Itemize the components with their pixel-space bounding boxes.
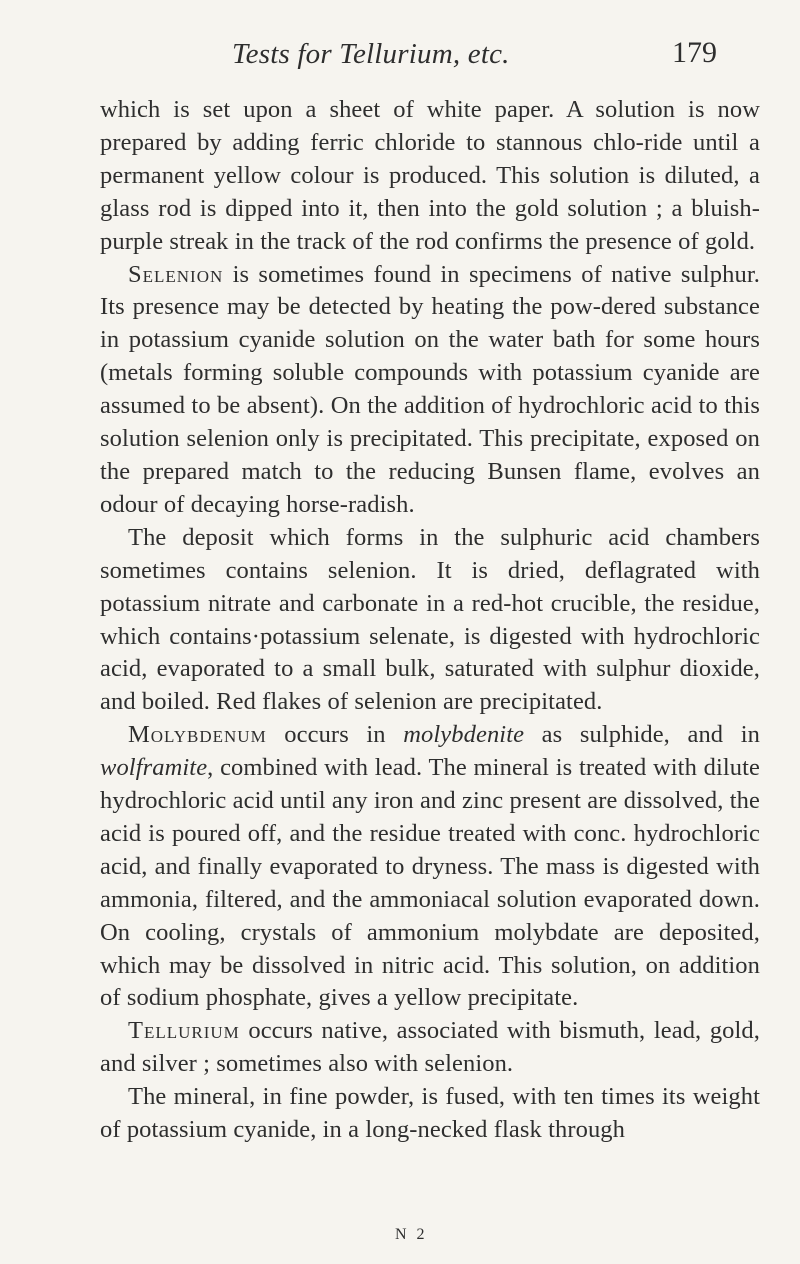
paragraph-text: as sulphide, and in xyxy=(524,721,760,749)
paragraph-text: which is set upon a sheet of white paper. A solution is now prepared by adding ferric chloride to stannous chlo-ride until a permanent yellow colour is produced. This solution is diluted, a glass rod is dipped into it, then into the gold solution ; a bluish-purple streak in the track of the rod confirms the presence of gold. xyxy=(100,96,760,255)
running-head: Tests for Tellurium, etc. xyxy=(232,38,510,70)
paragraph-tellurium xyxy=(100,1015,760,1081)
mineral-name-molybdenite: molybdenite xyxy=(403,721,525,749)
signature-mark: N 2 xyxy=(395,1226,428,1243)
paragraph-text: occurs native, associated with bismuth, lead, gold, and silver ; sometimes also with selenion. xyxy=(100,1017,760,1078)
paragraph-text: The mineral, in fine powder, is fused, with ten times its weight of potassium cyanide, in a long-necked flask through xyxy=(100,1083,760,1144)
body-text xyxy=(100,94,760,1147)
section-lead-molybdenum: Molybdenum xyxy=(128,721,267,749)
paragraph-text: occurs in xyxy=(266,721,404,749)
paragraph-sulphuric-deposit xyxy=(100,522,760,719)
section-lead-selenion: Selenion xyxy=(128,260,224,288)
paragraph-text: is sometimes found in specimens of native sulphur. Its presence may be detected by heating the pow-dered substance in potassium cyanide solution on the water bath for some hours (metals forming soluble compounds with potassium cyanide are assumed to be absent). On the addition of hydrochloric acid to this solution selenion only is precipitated. This precipitate, exposed on the prepared match to the reducing Bunsen flame, evolves an odour of decaying horse-radish. xyxy=(100,260,760,518)
paragraph-text: The deposit which forms in the sulphuric acid chambers sometimes contains selenion. It is dried, deflagrated with potassium nitrate and carbonate in a red-hot crucible, the residue, which contains·potassium selenate, is digested with hydrochloric acid, evaporated to a small bulk, saturated with sulphur dioxide, and boiled. Red flakes of selenion are precipitated. xyxy=(100,523,760,716)
mineral-name-wolframite: wolframite xyxy=(100,754,208,782)
paragraph-molybdenum xyxy=(100,719,760,1015)
section-lead-tellurium: Tellurium xyxy=(128,1017,240,1045)
paragraph-text: , combined with lead. The mineral is treated with dilute hydrochloric acid until any iron and zinc present are dissolved, the acid is poured off, and the residue treated with conc. hydrochloric acid, and finally evaporated to dryness. The mass is digested with ammonia, filtered, and the ammoniacal solution evaporated down. On cooling, crystals of ammonium molybdate are deposited, which may be dissolved in nitric acid. This solution, on addition of sodium phosphate, gives a yellow precipitate. xyxy=(100,754,760,1012)
paragraph-fusion xyxy=(100,1081,760,1147)
page-number: 179 xyxy=(672,36,717,69)
paragraph-selenion xyxy=(100,259,760,522)
paragraph-gold-test xyxy=(100,94,760,259)
